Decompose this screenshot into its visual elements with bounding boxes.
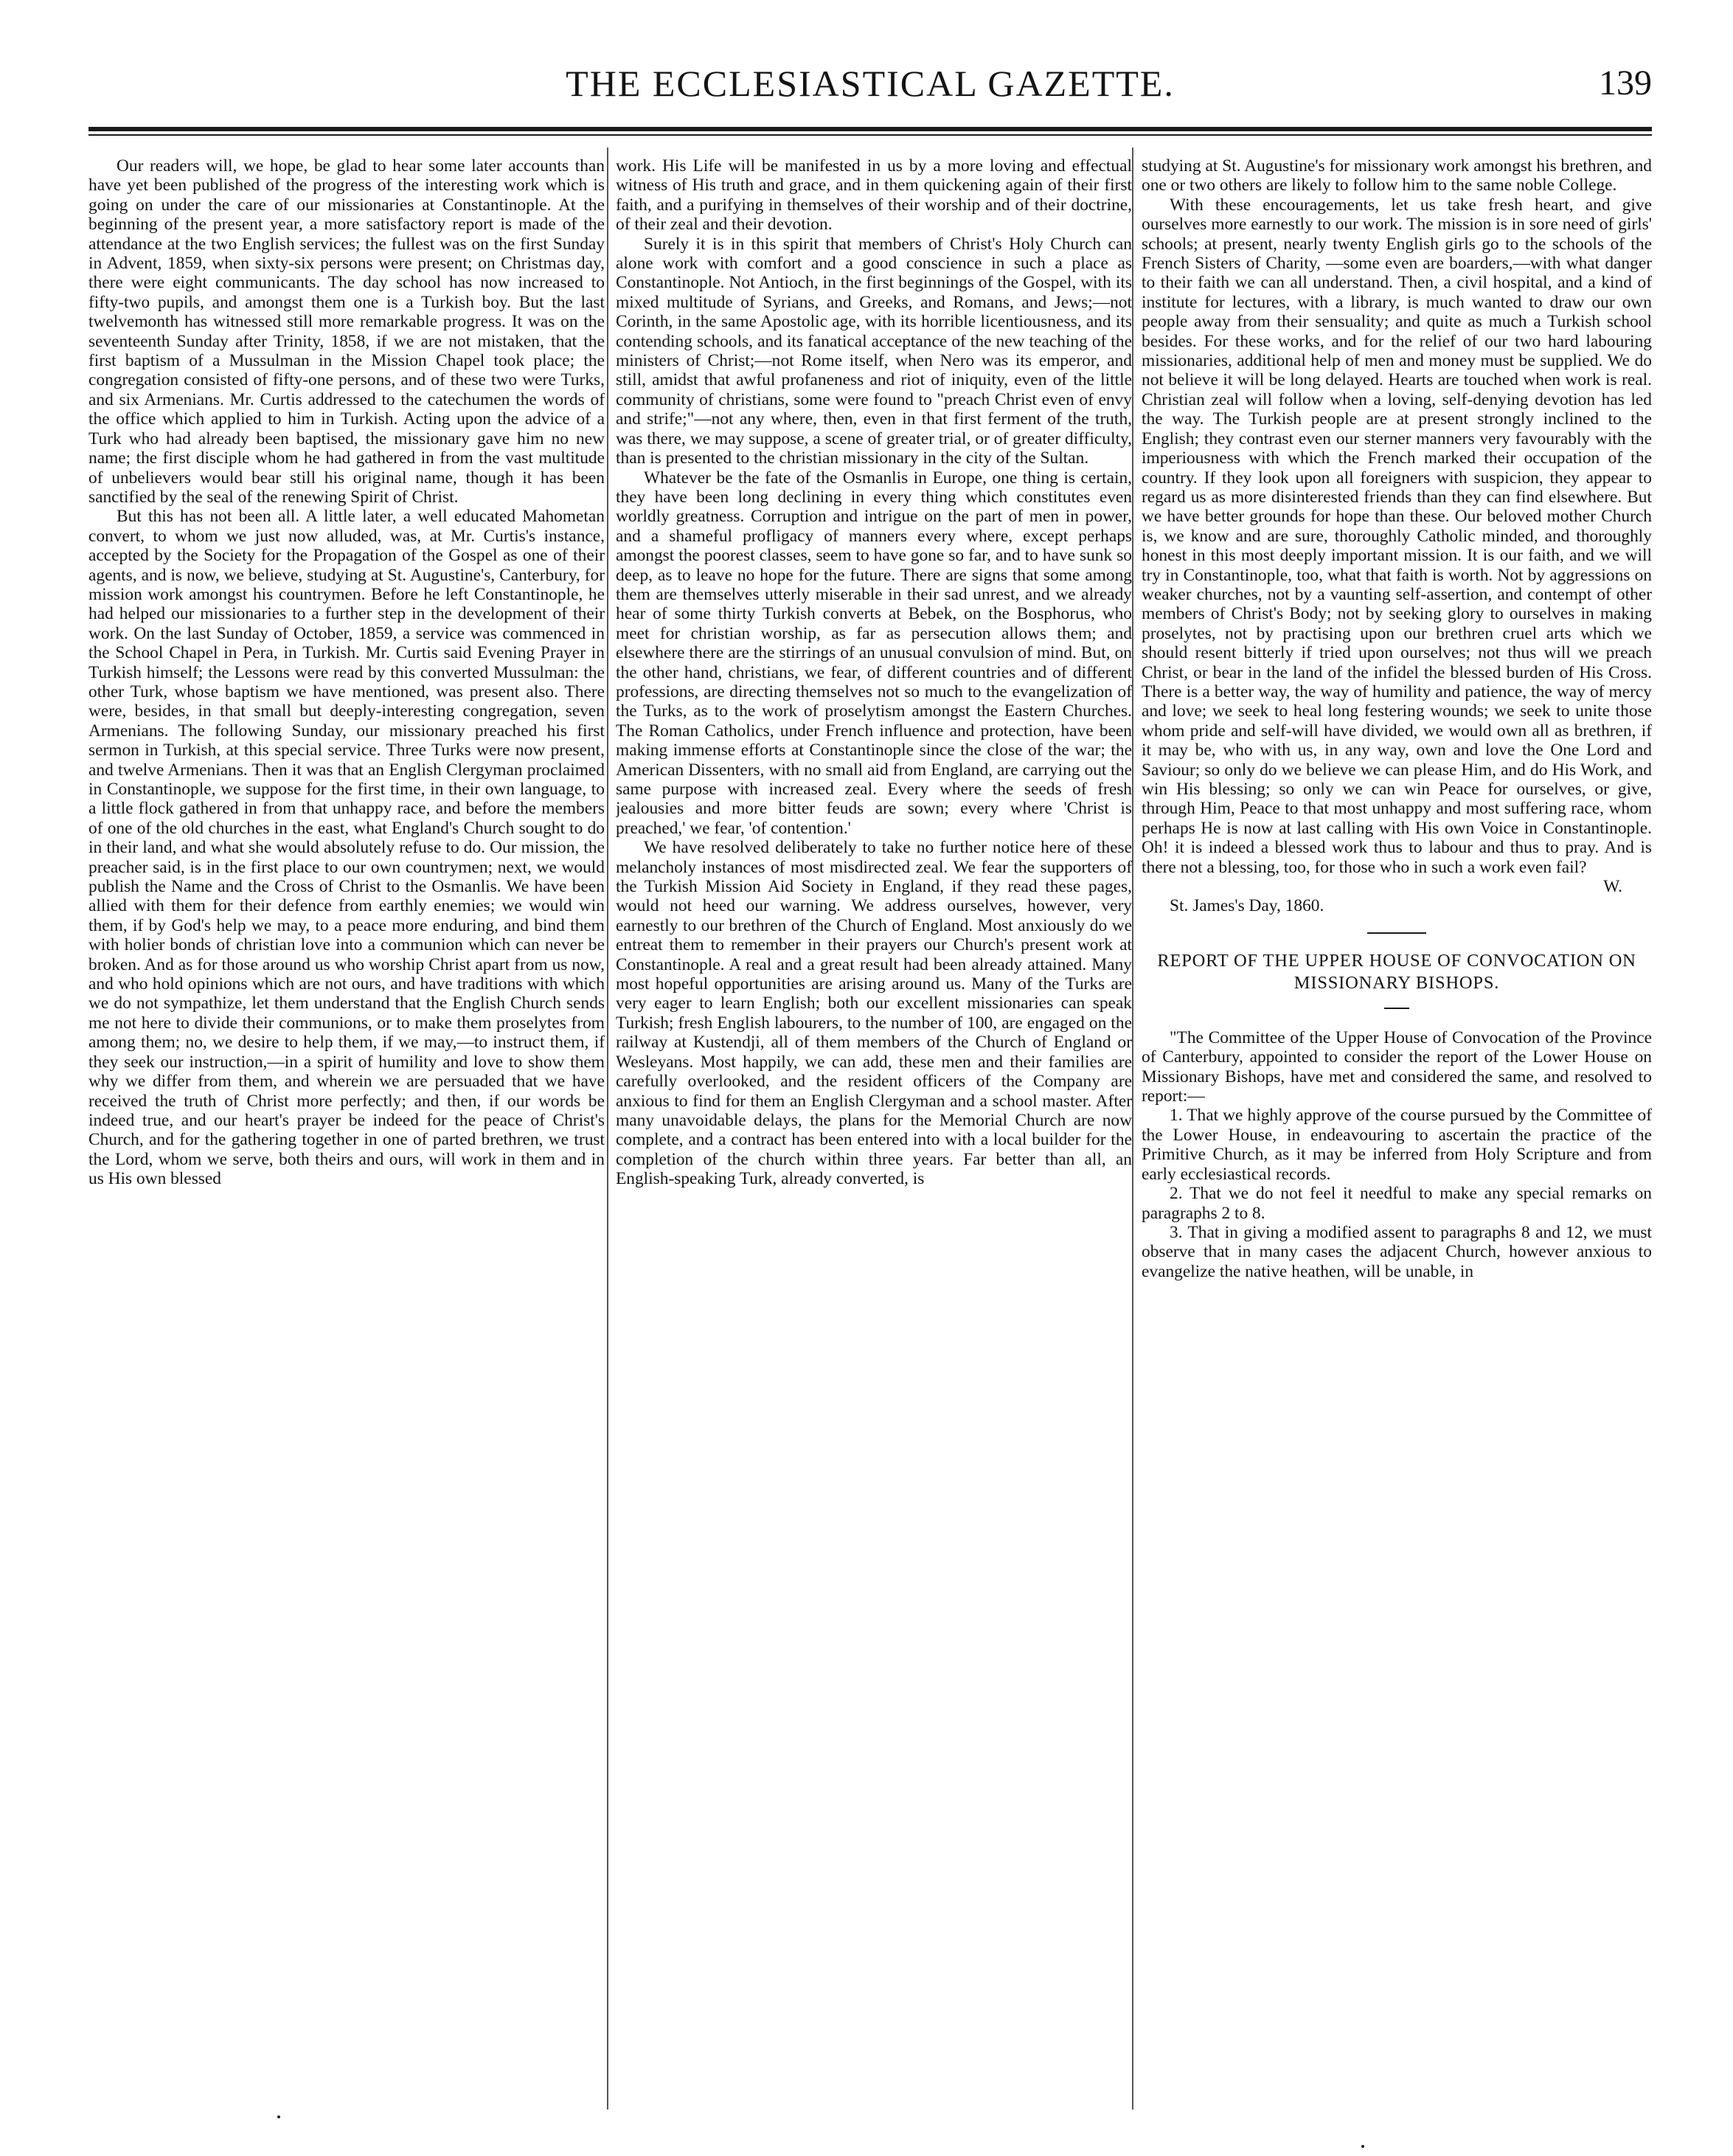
column-3: [1142, 156, 1652, 2074]
page-number: 139: [1599, 63, 1652, 103]
print-speck: [277, 2115, 280, 2118]
publication-title: THE ECCLESIASTICAL GAZETTE.: [566, 63, 1175, 104]
article-dateline: St. James's Day, 1860.: [1170, 896, 1324, 916]
report-paragraph: 3. That in giving a modified assent to paragraphs 8 and 12, we must observe that in many cases the adjacent Church, however anxious to evangelize the native heathen, will be unable, in: [1142, 1222, 1652, 1281]
column-separator-1: [607, 148, 608, 2110]
report-paragraph: 1. That we highly approve of the course pursued by the Committee of the Lower House, in endeavouring to ascertain the practice of the Primitive Church, as it may be inferred from Holy Scripture and from early ecclesiastical records.: [1142, 1106, 1652, 1184]
report-heading: REPORT OF THE UPPER HOUSE OF CONVOCATION ON MISSIONARY BISHOPS.: [1157, 950, 1636, 993]
article-paragraph: We have resolved deliberately to take no further notice here of these melancholy instances of most misdirected zeal. We fear the supporters of the Turkish Mission Aid Society in England, if they read these pages, would not heed our warning. We address ourselves, however, very earnestly to our brethren of the Church of England. Most anxiously do we entreat them to remember in their prayers our Church's present work at Constantinople. A real and a great result had been already attained. Many most hopeful opportunities are arising around us. Many of the Turks are very eager to learn English; both our excellent missionaries can speak Turkish; fresh English labourers, to the number of 100, are engaged on the railway at Kustendji, all of them members of the Church of England or Wesleyans. Most happily, we can add, these men and their families are carefully overlooked, and the resident officers of the Company are anxious to find for them an English Clergyman and a school master. After many unavoidable delays, the plans for the Memorial Church are now complete, and a contract has been entered into with a local builder for the completion of the church within three years. Far better than all, an English-speaking Turk, already converted, is: [616, 838, 1132, 1189]
header-rule-thick: [88, 127, 1652, 131]
article-paragraph: With these encouragements, let us take fresh heart, and give ourselves more earnestly to our work. The mission is in sore need of girls' schools; at present, nearly twenty English girls go to the schools of the French Sisters of Charity, —some even are boarders,—with what danger to their faith we can all understand. Then, a civil hospital, and a kind of institute for lectures, with a library, is much wanted to draw our own people away from their sensuality; and quite as much a Turkish school besides. For these works, and for the relief of our two hard labouring missionaries, additional help of men and money must be supplied. We do not believe it will be long delayed. Hearts are touched when work is real. Christian zeal will follow when a loving, self-denying devotion has led the way. The Turkish people are at present strongly inclined to the English; they contrast even our sterner manners very favourably with the imperiousness with which the French marked their occupation of the country. If they look upon all foreigners with suspicion, they appear to regard us as more disinterested friends than they can find elsewhere. But we have better grounds for hope than these. Our beloved mother Church is, we know and are sure, thoroughly Catholic minded, and thoroughly honest in this most deeply important mission. It is our faith, and we will try in Constantinople, too, what that faith is worth. Not by aggressions on weaker churches, not by a vaunting self-assertion, and contempt of other members of Christ's Body; not by seeking glory to ourselves in making proselytes, not by practising upon our brethren cruel arts which we should resent bitterly if tried upon ourselves; not thus will we preach Christ, or bear in the land of the infidel the blessed burden of His Cross. There is a better way, the way of humility and patience, the way of mercy and love; we seek to heal long festering wounds; we seek to unite those whom pride and self-will have divided, we would own all as brethren, if it may be, who with us, in any way, own and love the One Lord and Saviour; so only do we believe we can please Him, and do His Work, and win His blessing; so only we can win Peace for ourselves, or give, through Him, Peace to that most unhappy and most suffering race, whom perhaps He is now at last calling with His own Voice in Constantinople. Oh! it is indeed a blessed work thus to labour and thus to pray. And is there not a blessing, too, for those who in such a work even fail?: [1142, 195, 1652, 877]
heading-divider: [1384, 1008, 1409, 1009]
section-divider: [1367, 932, 1426, 934]
print-speck: [1361, 2145, 1364, 2148]
article-paragraph: Surely it is in this spirit that members of Christ's Holy Church can alone work with comfort and a good conscience in such a place as Constantinople. Not Antioch, in the first beginnings of the Gospel, with its mixed multitude of Syrians, and Greeks, and Romans, and Jews;—not Corinth, in the same Apostolic age, with its horrible licentiousness, and its contending schools, and its fanatical acceptance of the new teaching of the ministers of Christ;—not Rome itself, when Nero was its emperor, and still, amidst that awful profaneness and riot of iniquity, even of the little community of christians, some were found to "preach Christ even of envy and strife;"—not any where, then, even in that first ferment of the truth, was there, we may suppose, a scene of greater trial, or of greater difficulty, than is presented to the christian missionary in the city of the Sultan.: [616, 234, 1132, 468]
article-paragraph: But this has not been all. A little later, a well educated Mahometan convert, to whom we just now alluded, was, at Mr. Curtis's instance, accepted by the Society for the Propagation of the Gospel as one of their agents, and is now, we believe, studying at St. Augustine's, Canterbury, for mission work amongst his countrymen. Before he left Constantinople, he had helped our missionaries to a further step in the development of their work. On the last Sunday of October, 1859, a service was commenced in the School Chapel in Pera, in Turkish. Mr. Curtis said Evening Prayer in Turkish himself; the Lessons were read by this converted Mussulman: the other Turk, whose baptism we have mentioned, was present also. There were, besides, in that small but deeply-interesting congregation, seven Armenians. The following Sunday, our missionary preached his first sermon in Turkish, at this special service. Three Turks were now present, and twelve Armenians. Then it was that an English Clergyman proclaimed in Constantinople, we suppose for the first time, in their own language, to a little flock gathered in from that unhappy race, and before the members of one of the old churches in the east, what England's Church sought to do in their land, and what she would absolutely refuse to do. Our mission, the preacher said, is in the first place to our own countrymen; next, we would publish the Name and the Cross of Christ to the Osmanlis. We have been allied with them for their defence from earthly enemies; we would win them, if by God's help we may, to a peace more enduring, and bind them with holier bonds of christian love into a communion which can never be broken. And as for those around us who worship Christ apart from us now, and who hold opinions which are not ours, and have traditions with which we do not sympathize, let them understand that the English Church sends me not here to divide their communions, or to make them proselytes from among them; no, we desire to help them, if we may,—to instruct them, if they seek our instruction,—in a spirit of humility and love to show them why we differ from them, and wherein we are persuaded that we have received the truth of Christ more perfectly; and then, if our words be indeed true, and our heart's prayer be indeed for the peace of Christ's Church, and for the gathering together in one of parted brethren, we trust the Lord, whom we serve, both theirs and ours, will work in them and in us His own blessed: [88, 507, 605, 1189]
report-paragraph: 2. That we do not feel it needful to make any special remarks on paragraphs 2 to 8.: [1142, 1184, 1652, 1223]
article-paragraph: work. His Life will be manifested in us by a more loving and effectual witness of His truth and grace, and in them quickening again of their first faith, and a purifying in themselves of their worship and of their doctrine, of their zeal and their devotion.: [616, 156, 1132, 235]
article-signature: W.: [1603, 877, 1622, 897]
column-2: [616, 156, 1132, 2074]
article-paragraph: studying at St. Augustine's for missionary work amongst his brethren, and one or two others are likely to follow him to the same noble College.: [1142, 156, 1652, 195]
column-separator-2: [1132, 148, 1133, 2110]
page-header: [88, 58, 1652, 117]
header-rule-thin: [88, 134, 1652, 136]
article-paragraph: Our readers will, we hope, be glad to hear some later accounts than have yet been published of the progress of the interesting work which is going on under the care of our missionaries at Constantinople. At the beginning of the present year, a more satisfactory report is made of the attendance at the two English services; the fullest was on the first Sunday in Advent, 1859, when sixty-six persons were present; on Christmas day, there were eight communicants. The day school has now increased to fifty-two pupils, and amongst them one is a Turkish boy. But the last twelvemonth has witnessed still more remarkable progress. It was on the seventeenth Sunday after Trinity, 1858, if we are not mistaken, that the first baptism of a Mussulman in the Mission Chapel took place; the congregation consisted of fifty-one persons, and of these two were Turks, and six Armenians. Mr. Curtis addressed to the catechumen the words of the office which applied to him in Turkish. Acting upon the advice of a Turk who had already been baptised, the missionary gave him no new name; the first disciple whom he had gathered in from the vast multitude of unbelievers would bear still his original name, though it has been sanctified by the seal of the renewing Spirit of Christ.: [88, 156, 605, 507]
report-paragraph: "The Committee of the Upper House of Convocation of the Province of Canterbury, appointed to consider the report of the Lower House on Missionary Bishops, have met and considered the same, and resolved to report:—: [1142, 1027, 1652, 1106]
column-1: [88, 156, 605, 2074]
article-paragraph: Whatever be the fate of the Osmanlis in Europe, one thing is certain, they have been long declining in every thing which constitutes even worldly greatness. Corruption and intrigue on the part of men in power, and a shameful profligacy of manners every where, except perhaps amongst the poorest classes, seem to have gone so far, and to have sunk so deep, as to leave no hope for the future. There are signs that some among them are themselves utterly miserable in their sad unrest, and we already hear of some thirty Turkish converts at Bebek, on the Bosphorus, who meet for christian worship, as far as persecution allows them; and elsewhere there are the stirrings of an unusual convulsion of mind. But, on the other hand, christians, we fear, of different countries and of different professions, are directing themselves not so much to the evangelization of the Turks, as to the work of proselytism amongst the Eastern Churches. The Roman Catholics, under French influence and protection, have been making immense efforts at Constantinople since the close of the war; the American Dissenters, with no small aid from England, are carrying out the same purpose with increased zeal. Every where the seeds of fresh jealousies and more bitter feuds are sown; every where 'Christ is preached,' we fear, 'of contention.': [616, 468, 1132, 838]
